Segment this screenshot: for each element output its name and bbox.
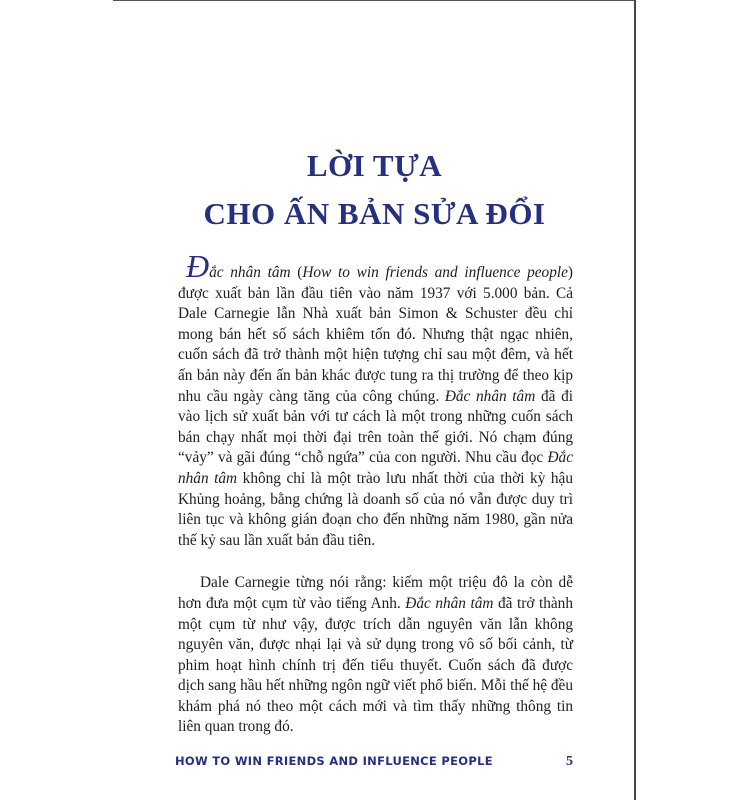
paragraph-1 [178,248,573,551]
paragraph-2 [178,573,573,738]
book-title-italic: ắc nhân tâm [209,264,291,281]
running-footer: HOW TO WIN FRIENDS AND INFLUENCE PEOPLE [175,754,493,769]
text: ( [290,264,303,281]
text: ) được xuất bản lần đầu tiên vào năm 1937 với 5.000 bản. Cả Dale Carnegie lẫn Nhà xuất bản Simon & Schuster đều chỉ mong bán hết số sách khiêm tốn đó. Nhưng thật ngạc nhiên, cuốn sách đã trở thành một hiện tượng chỉ sau một đêm, và hết ấn bản này đến ấn bản khác được tung ra thị trường để theo kịp nhu cầu ngày càng tăng của công chúng. [178,264,573,405]
chapter-title-line1: LỜI TỰA [306,148,443,183]
english-title-italic: How to win friends and influence people [302,264,568,281]
book-title-italic: Đắc nhân tâm [405,594,494,612]
text: đã đi vào lịch sử xuất bản với tư cách là một trong những cuốn sách bán chạy nhất mọi thời đại trên toàn thế giới. Nó chạm đúng “vảy” và gãi đúng “chỗ ngứa” của con người. Nhu cầu đọc [178,387,573,467]
text: đã trở thành một cụm từ như vậy, được trích dẫn nguyên văn lẫn không nguyên văn, được nhại lại và sử dụng trong vô số bối cảnh, từ phim hoạt hình chính trị đến tiểu thuyết. Cuốn sách đã được dịch sang hầu hết những ngôn ngữ viết phổ biến. Mỗi thế hệ đều khám phá nó theo một cách mới và tìm thấy những thông tin liên quan trong đó. [178,594,573,736]
page-number: 5 [566,754,573,770]
book-title-italic: Đắc nhân tâm [178,449,573,487]
drop-cap: Đ [186,248,210,284]
book-title-italic: Đắc nhân tâm [444,387,536,405]
text: Dale Carnegie từng nói rằng: kiếm một triệu đô la còn dễ hơn đưa một cụm từ vào tiếng Anh. [178,574,573,612]
text: không chỉ là một trào lưu nhất thời của thời kỳ hậu Khủng hoảng, bằng chứng là doanh số của nó vẫn được duy trì liên tục và không gián đoạn cho đến những năm 1980, gần nửa thế kỷ sau lần xuất bản đầu tiên. [178,469,573,549]
page-footer [175,738,573,770]
chapter-title-line2: CHO ẤN BẢN SỬA ĐỔI [203,196,546,231]
